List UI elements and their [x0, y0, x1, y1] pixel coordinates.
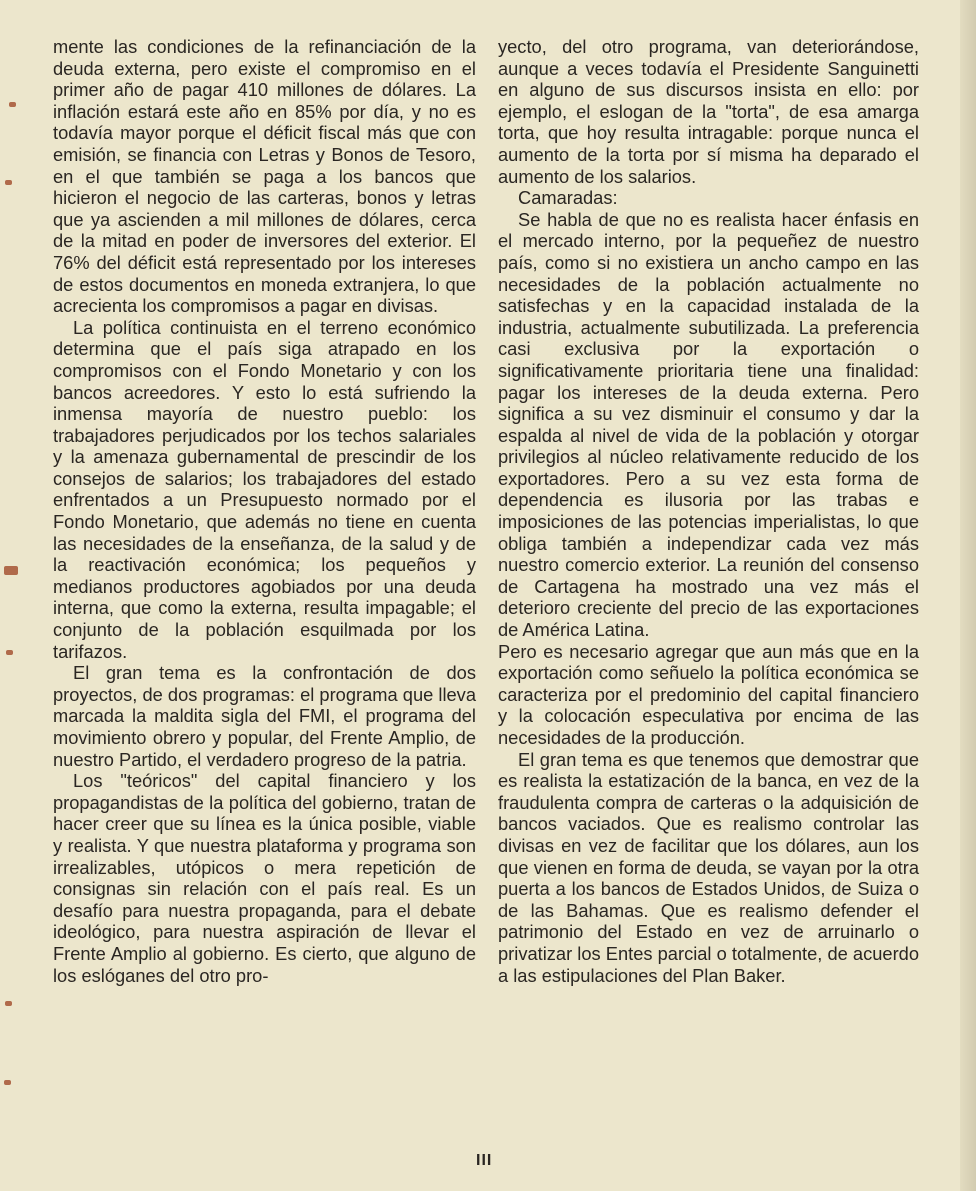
- paragraph: El gran tema es que tenemos que demostrar que es realista la estatización de la banca, en vez de la fraudulenta compra de carteras o la adquisición de bancos vaciados. Que es realismo controlar las divisas en vez de facilitar que los dólares, aun los que vienen en forma de deuda, se vayan por la otra puerta a los bancos de Estados Unidos, de Suiza o de las Bahamas. Que es realismo defender el patrimonio del Estado en vez de arruinarlo o privatizar los Entes parcial o totalmente, de acuerdo a las estipulaciones del Plan Baker.: [498, 748, 919, 986]
- margin-mark: [4, 1080, 11, 1085]
- page-number: III: [476, 1152, 493, 1169]
- right-column: [498, 36, 919, 986]
- paragraph: Los "teóricos" del capital financiero y los propagandistas de la política del gobierno, tratan de hacer creer que su línea es la única posible, viable y realista. Y que nuestra plataforma y programa son irrealizables, utópicos o mera repetición de consignas sin relación con el país real. Es un desafío para nuestra propaganda, para el debate ideológico, para nuestra aspiración de llevar el Frente Amplio al gobierno. Es cierto, que alguno de los eslóganes del otro pro-: [53, 770, 476, 986]
- paragraph: mente las condiciones de la refinanciación de la deuda externa, pero existe el compromiso en el primer año de pagar 410 millones de dólares. La inflación estará este año en 85% por día, y no es todavía mayor porque el déficit fiscal más que con emisión, se financia con Letras y Bonos de Tesoro, en el que también se paga a los bancos que hicieron el negocio de las carteras, bonos y letras que ya ascienden a mil millones de dólares, cerca de la mitad en poder de inversores del exterior. El 76% del déficit está representado por los intereses de estos documentos en moneda extranjera, lo que acrecienta los compromisos a pagar en divisas.: [53, 36, 476, 317]
- margin-mark: [5, 1001, 12, 1006]
- left-column: [53, 36, 476, 986]
- margin-mark: [9, 102, 16, 107]
- margin-mark: [4, 566, 18, 575]
- paragraph: El gran tema es la confrontación de dos proyectos, de dos programas: el programa que lleva marcada la maldita sigla del FMI, el programa del movimiento obrero y popular, del Frente Amplio, de nuestro Partido, el verdadero progreso de la patria.: [53, 662, 476, 770]
- paragraph: Se habla de que no es realista hacer énfasis en el mercado interno, por la pequeñez de nuestro país, como si no existiera un ancho campo en las necesidades de la población actualmente no satisfechas y en la capacidad instalada de la industria, actualmente subutilizada. La preferencia casi exclusiva por la exportación o significativamente prioritaria tiene una finalidad: pagar los intereses de la deuda externa. Pero significa a su vez disminuir el consumo y dar la espalda al nivel de vida de la población y otorgar privilegios al núcleo relativamente reducido de los exportadores. Pero a su vez esta forma de dependencia es ilusoria por las trabas e imposiciones de las potencias imperialistas, lo que obliga también a independizar cada vez más nuestro comercio exterior. La reunión del consenso de Cartagena ha mostrado una vez más el deterioro creciente del precio de las exportaciones de América Latina.: [498, 208, 919, 641]
- paragraph: La política continuista en el terreno económico determina que el país siga atrapado en los compromisos con el Fondo Monetario y con los bancos acreedores. Y esto lo está sufriendo la inmensa mayoría de nuestro pueblo: los trabajadores perjudicados por los techos salariales y la amenaza gubernamental de prescindir de los consejos de salarios; los trabajadores del estado enfrentados a un Presupuesto normado por el Fondo Monetario, que además no tiene en cuenta las necesidades de la enseñanza, de la salud y de la reactivación económica; los pequeños y medianos productores agobiados por una deuda interna, que como la externa, resulta impagable; el conjunto de la población esquilmada por los tarifazos.: [53, 316, 476, 662]
- margin-mark: [5, 180, 12, 185]
- paragraph: Pero es necesario agregar que aun más que en la exportación como señuelo la política económica se caracteriza por el predominio del capital financiero y la colocación especulativa por encima de las necesidades de la producción.: [498, 640, 919, 748]
- page-edge: [960, 0, 976, 1191]
- paragraph: yecto, del otro programa, van deteriorándose, aunque a veces todavía el Presidente Sanguinetti en alguno de sus discursos insista en ello: por ejemplo, el eslogan de la "torta", de esa amarga torta, que hoy resulta intragable: porque nunca el aumento de la torta por sí misma ha deparado el aumento de los salarios.: [498, 36, 919, 187]
- margin-mark: [6, 650, 13, 655]
- paragraph: Camaradas:: [518, 187, 618, 209]
